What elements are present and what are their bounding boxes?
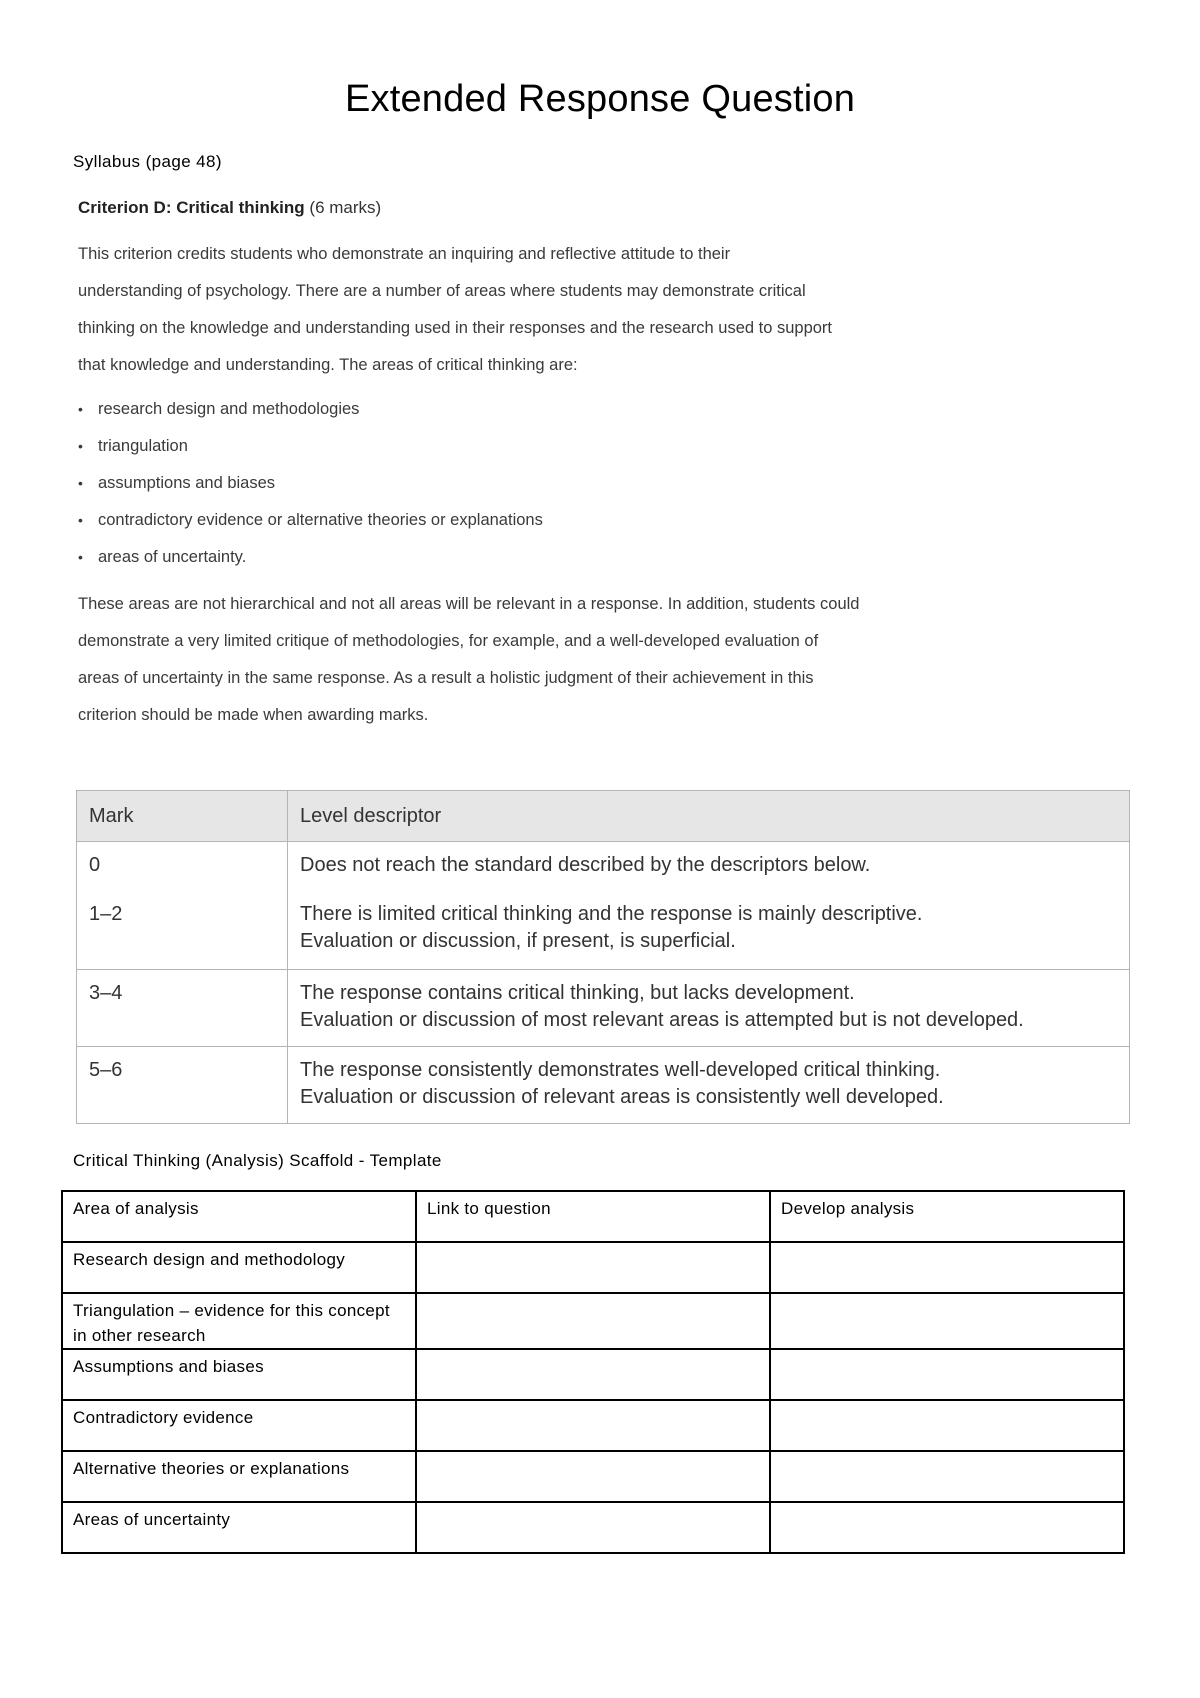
criterion-closing [78,586,958,734]
link-to-question-cell[interactable] [416,1502,770,1553]
rubric-mark-cell [77,970,288,1047]
rubric-descriptor-cell [288,842,1130,970]
table-row [62,1293,1124,1349]
list-item-text: contradictory evidence or alternative theories or explanations [98,511,543,529]
list-item [78,539,958,576]
develop-analysis-cell[interactable] [770,1451,1124,1502]
list-item [78,502,958,539]
rubric-header-row [77,791,1130,842]
rubric-descriptor-cell [288,1047,1130,1124]
criterion-excerpt [78,198,958,734]
scaffold-header-row [62,1191,1124,1242]
list-item-text: research design and methodologies [98,400,360,418]
critical-thinking-areas-list [78,391,958,576]
descriptor-text: The response contains critical thinking, but lacks development. [300,982,855,1004]
bullet-icon: • [78,401,83,417]
list-item [78,465,958,502]
develop-analysis-cell[interactable] [770,1242,1124,1293]
scaffold-title: Critical Thinking (Analysis) Scaffold - Template [73,1151,442,1170]
rubric-row [77,1047,1130,1124]
list-item [78,391,958,428]
scaffold-header-develop: Develop analysis [770,1191,1124,1242]
rubric-mark-cell [77,1047,288,1124]
list-item-text: areas of uncertainty. [98,548,247,566]
area-cell: Research design and methodology [62,1242,416,1293]
scaffold-table [61,1190,1125,1554]
scaffold-header-link: Link to question [416,1191,770,1242]
list-item-text: triangulation [98,437,188,455]
link-to-question-cell[interactable] [416,1451,770,1502]
area-cell: Assumptions and biases [62,1349,416,1400]
area-cell: Contradictory evidence [62,1400,416,1451]
descriptor-text: Evaluation or discussion, if present, is superficial. [300,930,736,952]
develop-analysis-cell[interactable] [770,1400,1124,1451]
link-to-question-cell[interactable] [416,1242,770,1293]
table-row [62,1502,1124,1553]
table-row [62,1349,1124,1400]
rubric-table [76,790,1130,1124]
bullet-icon: • [78,512,83,528]
develop-analysis-cell[interactable] [770,1293,1124,1349]
criterion-marks: (6 marks) [309,198,382,217]
area-cell: Alternative theories or explanations [62,1451,416,1502]
rubric-header-mark: Mark [77,791,288,842]
syllabus-reference: Syllabus (page 48) [73,152,222,171]
closing-line: demonstrate a very limited critique of methodologies, for example, and a well-developed evaluation of [78,632,819,650]
closing-line: These areas are not hierarchical and not all areas will be relevant in a response. In addition, students could [78,595,860,613]
closing-line: areas of uncertainty in the same response. As a result a holistic judgment of their achievement in this [78,669,814,687]
link-to-question-cell[interactable] [416,1349,770,1400]
intro-line: This criterion credits students who demonstrate an inquiring and reflective attitude to their [78,245,731,263]
rubric-row [77,842,1130,970]
mark-value: 0 [89,854,101,876]
bullet-icon: • [78,475,83,491]
table-row [62,1242,1124,1293]
rubric-row [77,970,1130,1047]
scaffold-header-area: Area of analysis [62,1191,416,1242]
area-cell: Areas of uncertainty [62,1502,416,1553]
link-to-question-cell[interactable] [416,1400,770,1451]
area-cell: Triangulation – evidence for this concept in other research [62,1293,416,1349]
table-row [62,1400,1124,1451]
rubric-descriptor-cell [288,970,1130,1047]
descriptor-text: Evaluation or discussion of relevant areas is consistently well developed. [300,1086,944,1108]
intro-line: that knowledge and understanding. The areas of critical thinking are: [78,356,578,374]
rubric-mark-cell [77,842,288,970]
descriptor-text: Does not reach the standard described by the descriptors below. [300,854,871,876]
criterion-title: Criterion D: Critical thinking [78,198,305,217]
criterion-heading [78,198,958,218]
page-title: Extended Response Question [344,78,856,120]
bullet-icon: • [78,549,83,565]
descriptor-text: The response consistently demonstrates well-developed critical thinking. [300,1059,941,1081]
link-to-question-cell[interactable] [416,1293,770,1349]
develop-analysis-cell[interactable] [770,1349,1124,1400]
mark-value: 5–6 [89,1059,123,1081]
criterion-intro [78,236,958,384]
closing-line: criterion should be made when awarding marks. [78,706,429,724]
develop-analysis-cell[interactable] [770,1502,1124,1553]
intro-line: understanding of psychology. There are a number of areas where students may demonstrate critical [78,282,806,300]
list-item [78,428,958,465]
table-row [62,1451,1124,1502]
descriptor-text: Evaluation or discussion of most relevant areas is attempted but is not developed. [300,1009,1024,1031]
rubric-header-descriptor: Level descriptor [288,791,1130,842]
list-item-text: assumptions and biases [98,474,276,492]
descriptor-text: There is limited critical thinking and the response is mainly descriptive. [300,903,923,925]
mark-value: 3–4 [89,982,123,1004]
intro-line: thinking on the knowledge and understanding used in their responses and the research used to support [78,319,833,337]
mark-value: 1–2 [89,903,123,925]
bullet-icon: • [78,438,83,454]
